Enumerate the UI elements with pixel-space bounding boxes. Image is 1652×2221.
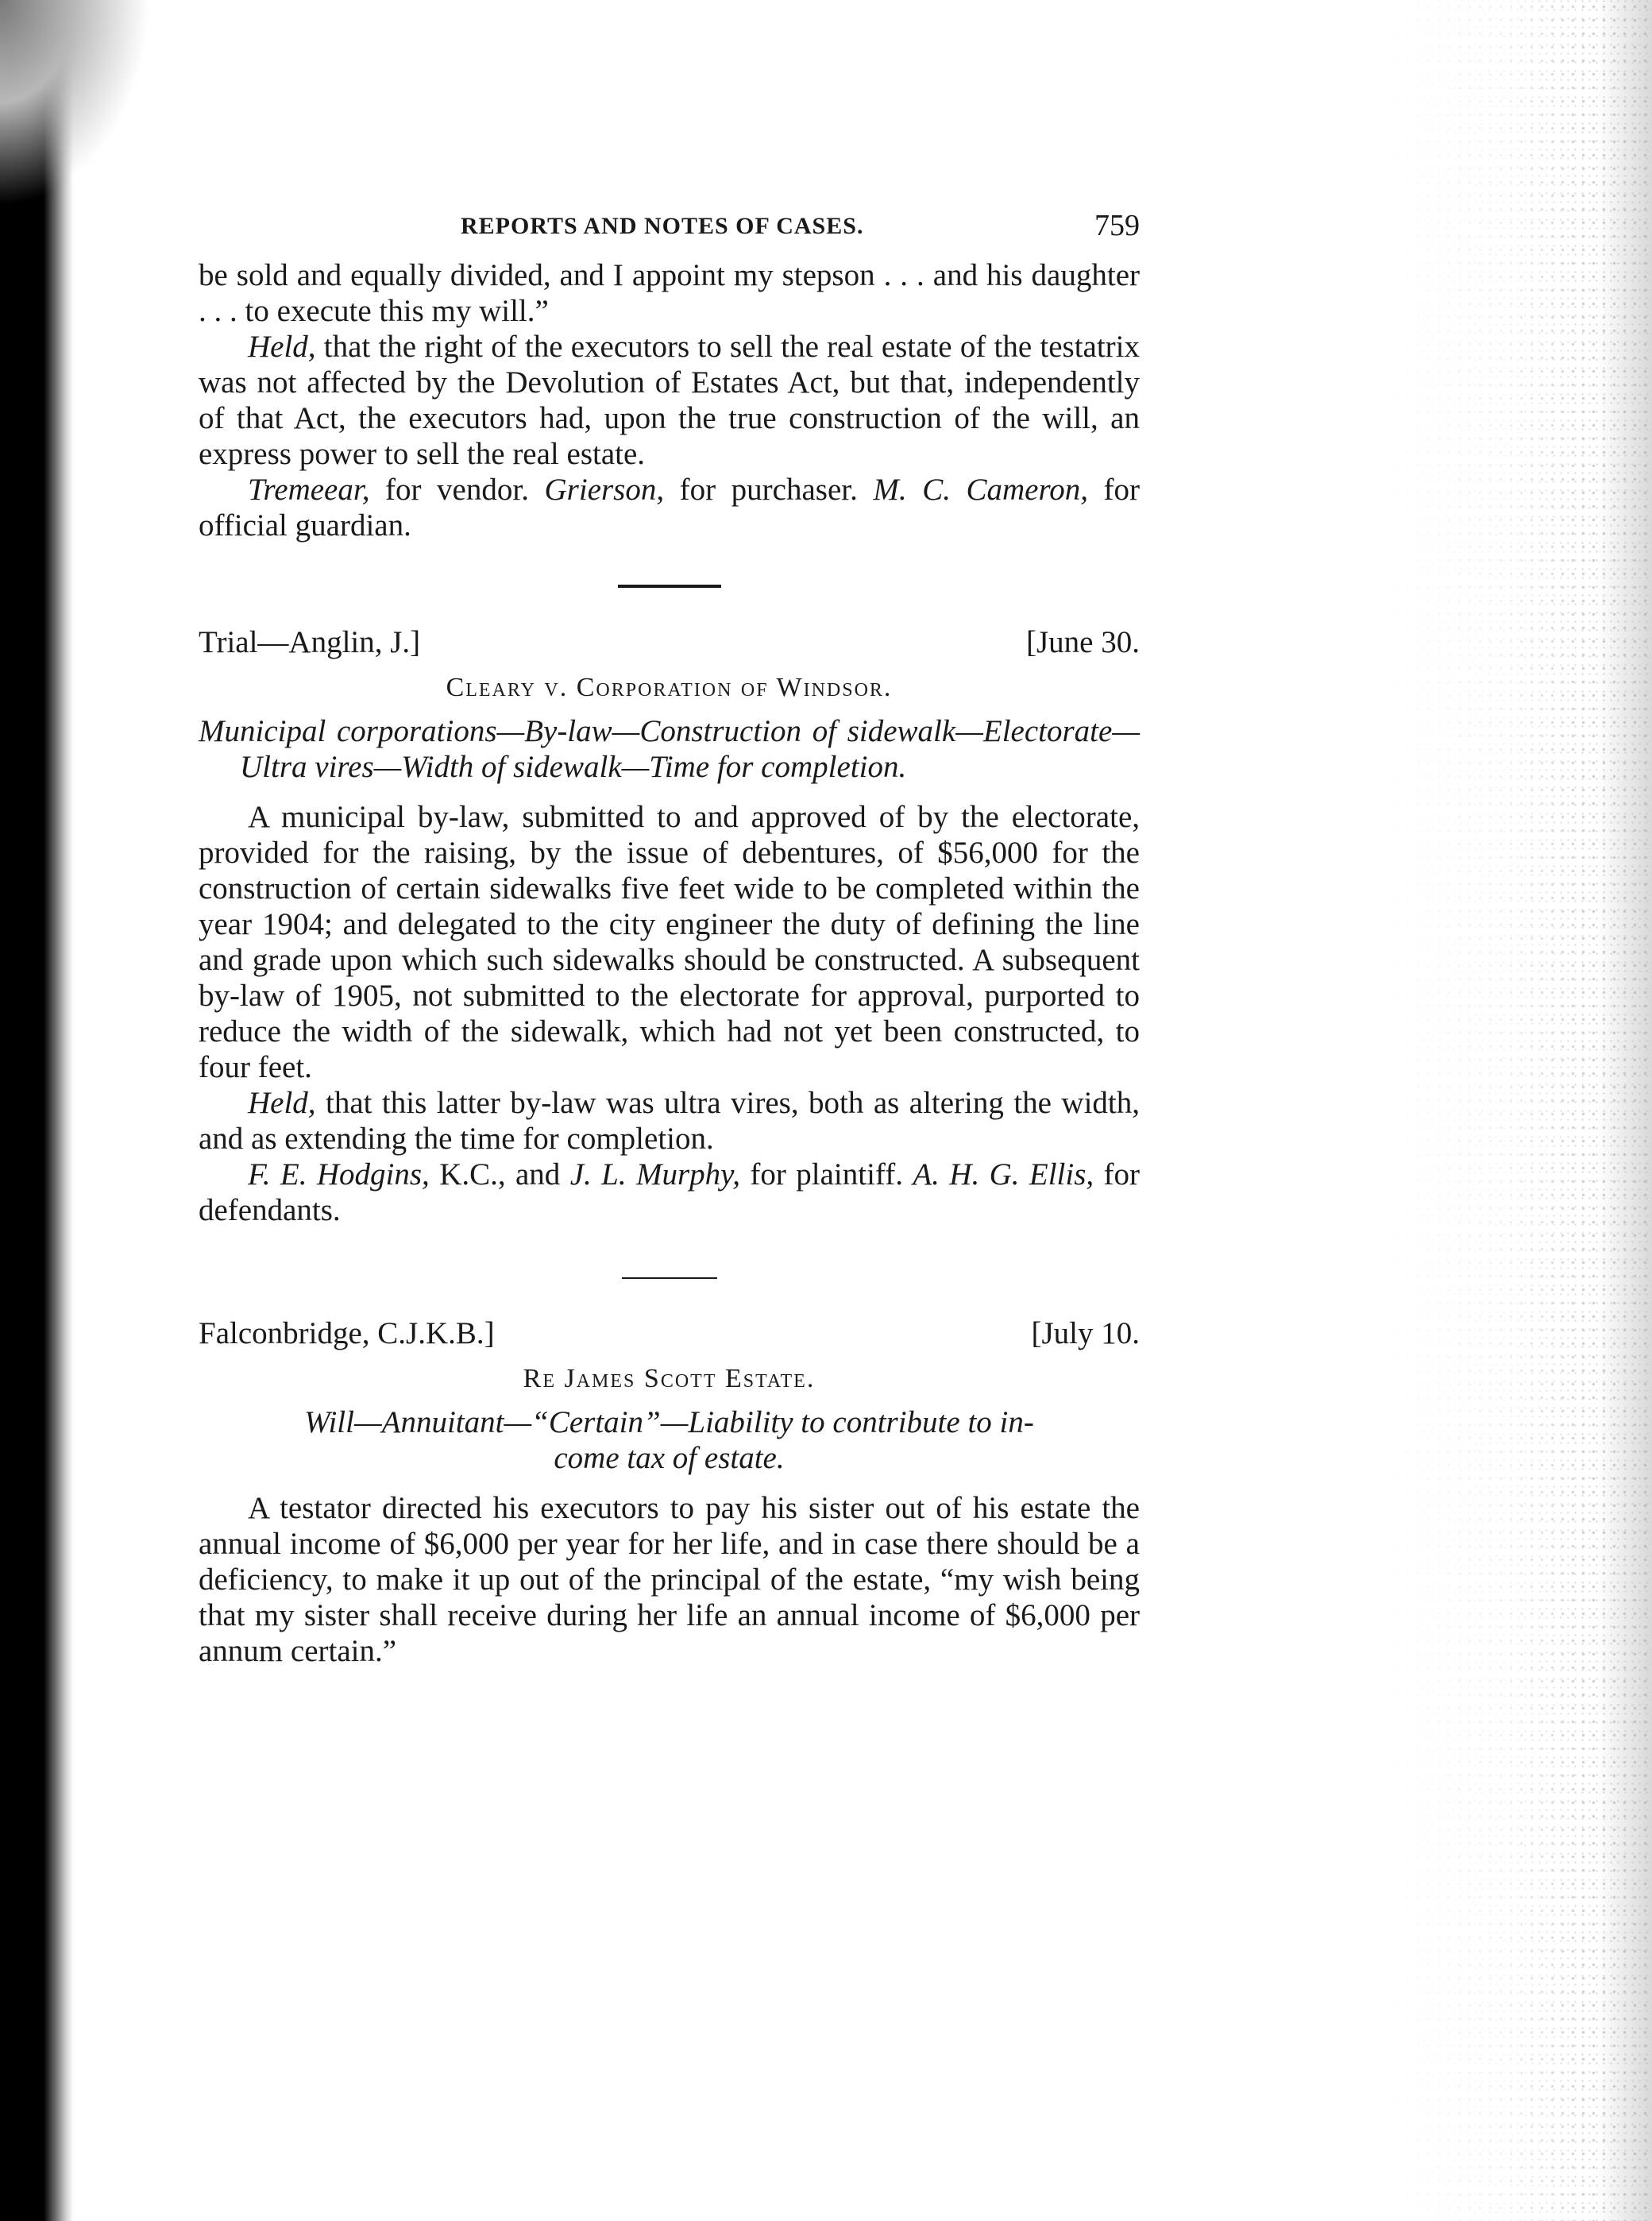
case1-held (199, 329, 1140, 472)
counsel-name: Grierson, (544, 473, 665, 507)
scan-corner-shadow (0, 0, 151, 207)
book-page (199, 208, 1140, 1669)
case2-held (199, 1085, 1140, 1157)
scan-right-speckle (1382, 0, 1652, 2221)
case3-facts: A testator directed his executors to pay his sister out of his estate the annual income of $6,000 per year for her life, and in case there should be a deficiency, to make it up out of the principal of the estate, “my wish being that my sister shall receive during her life an annual income of $6,000 per annum certain.” (199, 1491, 1140, 1668)
case3-headnote (199, 1404, 1140, 1476)
held-text: that the right of the executors to sell the real estate of the testatrix was not affected by the Devolution of Estates Act, but that, independently of that Act, the executors had, upon the true construction of the will, an express power to sell the real estate. (199, 330, 1140, 471)
counsel-name: J. L. Murphy, (569, 1157, 741, 1192)
counsel-name: F. E. Hodgins, (248, 1157, 430, 1192)
case2-court-line (199, 624, 1140, 660)
counsel-name: Tremeear, (248, 473, 370, 507)
case3-court-line (199, 1315, 1140, 1351)
decision-date: [July 10. (1031, 1316, 1140, 1350)
counsel-role: for defendants. (199, 1157, 1140, 1227)
case2-title: Cleary v. Corporation of Windsor. (446, 673, 893, 702)
counsel-role: for official guardian. (199, 473, 1141, 543)
case2-counsel (199, 1157, 1140, 1228)
decision-date: [June 30. (1026, 625, 1140, 659)
counsel-role: K.C., and (429, 1157, 570, 1192)
counsel-role: for vendor. (369, 473, 545, 507)
running-head (199, 208, 1140, 256)
headnote-line: Will—Annuitant—“Certain”—Liability to contribute to in- (304, 1405, 1034, 1439)
case2-headnote: Municipal corporations—By-law—Construction of sidewalk—Electorate—Ultra vires—Width of sidewalk—Time for completion. (199, 714, 1140, 784)
court-judge: Falconbridge, C.J.K.B.] (199, 1316, 495, 1350)
page-number: 759 (1094, 209, 1140, 242)
counsel-role: for purchaser. (664, 473, 874, 507)
counsel-name: M. C. Cameron, (873, 473, 1088, 507)
court-judge: Trial—Anglin, J.] (199, 625, 421, 659)
running-head-title: REPORTS AND NOTES OF CASES. (461, 213, 864, 239)
case1-counsel (199, 472, 1140, 543)
counsel-name: A. H. G. Ellis, (913, 1157, 1094, 1192)
held-text: that this latter by-law was ultra vires, both as altering the width, and as extending the time for completion. (199, 1086, 1140, 1156)
scan-left-border (0, 0, 73, 2221)
case3-title: Re James Scott Estate. (523, 1364, 816, 1393)
case1-paragraph: be sold and equally divided, and I appoint my stepson . . . and his daughter . . . to execute this my will.” (199, 258, 1140, 328)
headnote-line: come tax of estate. (554, 1441, 785, 1475)
held-label: Held, (248, 1086, 316, 1120)
held-label: Held, (248, 330, 316, 364)
case2-facts: A municipal by-law, submitted to and approved of by the electorate, provided for the raising, by the issue of debentures, of $56,000 for the construction of certain sidewalks five feet wide to be completed within the year 1904; and delegated to the city engineer the duty of defining the line and grade upon which such sidewalks should be constructed. A subsequent by-law of 1905, not submitted to the electorate for approval, purported to reduce the width of the sidewalk, which had not yet been constructed, to four feet. (199, 800, 1140, 1084)
counsel-role: for plaintiff. (740, 1157, 913, 1192)
